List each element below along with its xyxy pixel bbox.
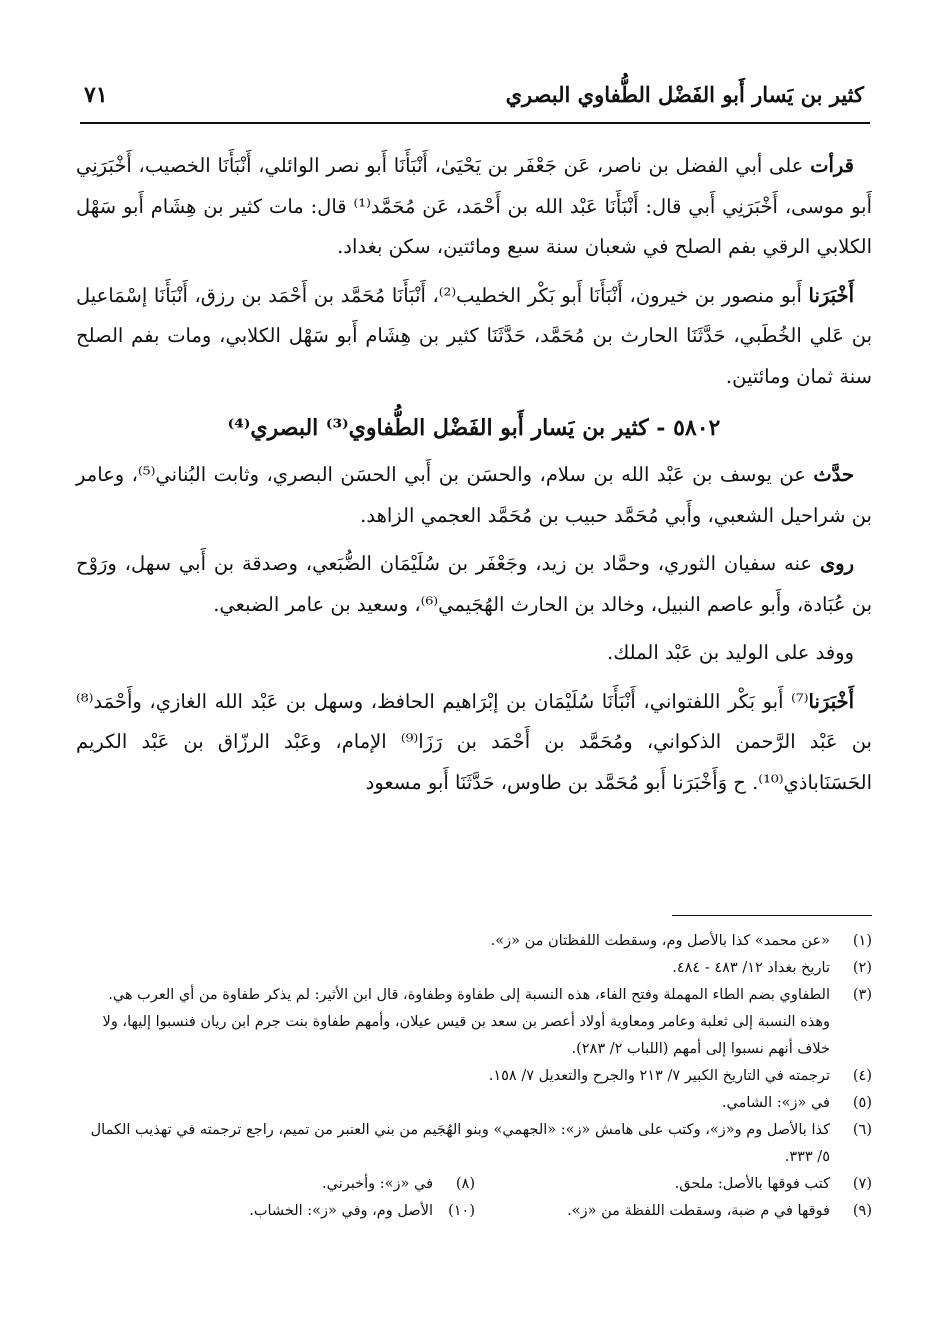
- paragraph-text: ووفد على الوليد بن عَبْد الملك.: [607, 641, 854, 664]
- footnote: [78, 1117, 872, 1171]
- page-number: ٧١: [84, 82, 108, 108]
- paragraph: [76, 633, 872, 674]
- paragraph-lead: أَخْبَرَنا: [808, 689, 854, 713]
- footnote: [78, 982, 872, 1063]
- footnote-number: (١٠): [448, 1203, 475, 1219]
- paragraph: [76, 146, 872, 268]
- footnote: [475, 1198, 872, 1225]
- paragraph-lead: حدَّث: [813, 463, 855, 486]
- paragraph-text: ⁽⁷⁾ أَبو بَكْر اللفتواني، أَنْبَأَنَا سُلَيْمَان بن إبْرَاهيم الحافظ، وسهل بن عَبْد الله الغازي، وأَحْمَد⁽⁸⁾ بن عَبْد الرَّحمن الذكواني، ومُحَمَّد بن أَحْمَد بن رَزَا⁽⁹⁾ الإمام، وعَبْد الرزّاق بن عَبْد الكريم الحَسَنَاباذي⁽¹⁰⁾. ح وَأَخْبَرَنا أَبو مُحَمَّد بن طاوس، حَدَّثَنَا أَبو مسعود: [76, 689, 872, 794]
- footnote-text: الطفاوي بضم الطاء المهملة وفتح الفاء، هذه النسبة إلى طفاوة وطفاوة، قال ابن الأثير: لم يذكر طفاوة من أي العرب هي. وهذه النسبة إلى ثعلبة وعامر ومعاوية أولاد أعصر بن سعد بن قيس عيلان، وأمهم طفاوة بنت جرم ابن ريان فنسبوا إليها، ولا خلاف أنهم نسبوا إلى أمهم (اللباب ٢/ ٢٨٣).: [102, 987, 830, 1057]
- footnote: [78, 1198, 475, 1225]
- footnote-number: (٩): [852, 1203, 872, 1219]
- footnote-text: فوقها في م ضبة، وسقطت اللفظة من «ز».: [567, 1203, 830, 1219]
- header-title: كثير بن يَسار أَبو الفَضْل الطُّفاوي البصري: [505, 82, 864, 107]
- footnote-text: ترجمته في التاريخ الكبير ٧/ ٢١٣ والجرح والتعديل ٧/ ١٥٨.: [488, 1068, 830, 1084]
- footnote-text: تاريخ بغداد ١٢/ ٤٨٣ - ٤٨٤.: [672, 960, 830, 976]
- running-header: [80, 78, 870, 124]
- footnote: [78, 1171, 475, 1198]
- entry-heading: ٥٨٠٢ - كثير بن يَسار أَبو الفَضْل الطُّفاوي⁽³⁾ البصري⁽⁴⁾: [227, 415, 721, 441]
- footnote: [78, 928, 872, 955]
- paragraph-lead: أَخْبَرَنا: [808, 283, 854, 307]
- footnotes: [78, 928, 872, 1225]
- footnote-number: (٣): [852, 987, 872, 1003]
- footnote-number: (٥): [852, 1095, 872, 1111]
- paragraph-text: عن يوسف بن عَبْد الله بن سلام، والحسَن بن أَبي الحسَن البصري، وثابت البُناني⁽⁵⁾، وعامر بن شراحيل الشعبي، وأَبي مُحَمَّد حبيب بن مُحَمَّد العجمي الزاهد.: [76, 463, 872, 527]
- footnote-text: في «ز»: الشامي.: [721, 1095, 830, 1111]
- paragraph-lead: روى: [819, 552, 854, 575]
- footnote-text: كتب فوقها بالأصل: ملحق.: [674, 1176, 830, 1192]
- footnote-text: في «ز»: وأخبرني.: [322, 1176, 433, 1192]
- footnote-number: (٧): [852, 1176, 872, 1192]
- footnote: [78, 1063, 872, 1090]
- paragraph-text: عنه سفيان الثوري، وحمَّاد بن زيد، وجَعْفَر بن سُلَيْمَان الضُّبَعي، وصدقة بن أَبي سهل، ورَوْح بن عُبَادة، وأَبو عاصم النبيل، وخالد بن الحارث الهُجَيمي⁽⁶⁾، وسعيد بن عامر الضبعي.: [76, 552, 872, 616]
- paragraph: [76, 455, 872, 536]
- footnote-text: كذا بالأصل وم و«ز»، وكتب على هامش «ز»: «الجهمي» وبنو الهُجَيم من بني العنبر من تميم، راجع ترجمته في تهذيب الكمال ٥/ ٣٣٣.: [90, 1122, 830, 1165]
- footnote-separator: [672, 915, 872, 916]
- paragraph: [76, 276, 872, 398]
- footnote-text: الأصل وم، وفي «ز»: الخشاب.: [249, 1203, 433, 1219]
- main-text: [76, 146, 872, 811]
- footnote-number: (٤): [852, 1068, 872, 1084]
- footnote-number: (١): [852, 933, 872, 949]
- paragraph: [76, 544, 872, 625]
- footnote-pair: [78, 1171, 872, 1198]
- paragraph: [76, 682, 872, 804]
- paragraph-text: أَبو منصور بن خيرون، أَنْبَأَنَا أَبو بَكْر الخطيب⁽²⁾، أَنْبَأَنَا مُحَمَّد بن أَحْمَد بن رزق، أَنْبَأَنَا إسْمَاعيل بن عَلي الخُطَبي، حَدَّثَنَا الحارث بن مُحَمَّد، حَدَّثَنَا كثير بن هِشَام أَبو سَهْل الكلابي، ومات بفم الصلح سنة ثمان ومائتين.: [76, 283, 872, 388]
- footnote: [475, 1171, 872, 1198]
- footnote-text: «عن محمد» كذا بالأصل وم، وسقطت اللفظتان من «ز».: [490, 933, 830, 949]
- footnote-number: (٨): [455, 1176, 475, 1192]
- footnote-pair: [78, 1198, 872, 1225]
- footnote-number: (٢): [852, 960, 872, 976]
- footnote-number: (٦): [852, 1122, 872, 1138]
- footnote: [78, 955, 872, 982]
- paragraph-lead: قرأت: [810, 154, 854, 177]
- footnote: [78, 1090, 872, 1117]
- paragraph-text: على أبي الفضل بن ناصر، عَن جَعْفَر بن يَحْيَىٰ، أَنْبَأَنَا أَبو نصر الوائلي، أَنْبَأَنَا الخصيب، أَخْبَرَنِي أَبو موسى، أَخْبَرَنِي أَبي قال: أَنْبَأَنَا عَبْد الله بن أَحْمَد، عَن مُحَمَّد⁽¹⁾ قال: مات كثير بن هِشَام أَبو سَهْل الكلابي الرقي بفم الصلح في شعبان سنة سبع ومائتين، سكن بغداد.: [76, 154, 872, 258]
